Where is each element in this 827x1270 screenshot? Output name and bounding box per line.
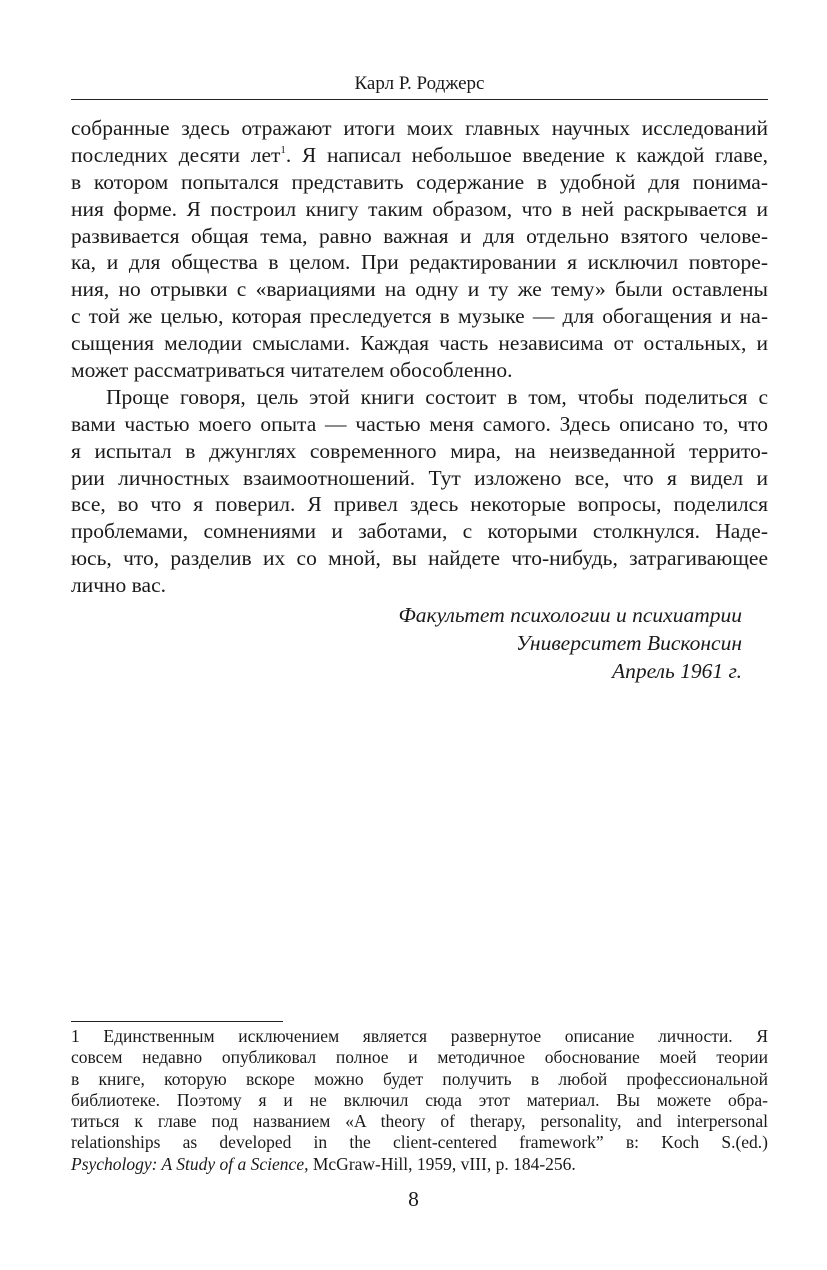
text-line: вами частью моего опыта — частью меня самого. Здесь описано то, что bbox=[71, 411, 768, 436]
text-line: с той же целью, которая преследуется в музыке — для обогащения и на- bbox=[71, 304, 768, 329]
footnote-line: библиотеке. Поэтому я и не включил сюда этот материал. Вы можете обра- bbox=[71, 1089, 768, 1110]
text-line: я испытал в джунглях современного мира, на неизведанной террито- bbox=[71, 438, 768, 463]
footnote-rule bbox=[71, 1021, 283, 1022]
text-line: ка, и для общества в целом. При редактировании я исключил повторе- bbox=[71, 250, 768, 275]
text-line: собранные здесь отражают итоги моих главных научных исследований bbox=[71, 116, 768, 140]
footnote-line: совсем недавно опубликовал полное и методичное обоснование моей теории bbox=[71, 1047, 768, 1068]
footnote-line: 1 Единственным исключением является развернутое описание личности. Я bbox=[71, 1026, 768, 1046]
text-line: проблемами, сомнениями и заботами, с которыми столкнулся. Наде- bbox=[71, 519, 768, 544]
header-rule bbox=[71, 99, 768, 100]
text-fragment: последних десяти лет bbox=[71, 142, 281, 167]
signature-university: Университет Висконсин bbox=[516, 631, 742, 655]
text-line: в котором попытался представить содержание в удобной для понима- bbox=[71, 169, 768, 194]
text-fragment: . Я написал небольшое введение к каждой главе, bbox=[285, 142, 768, 167]
paragraph-2 bbox=[71, 384, 768, 599]
paragraph-1 bbox=[71, 115, 768, 384]
text-line: развивается общая тема, равно важная и для отдельно взятого челове- bbox=[71, 223, 768, 248]
running-title: Карл Р. Роджерс bbox=[354, 73, 485, 94]
text-line: юсь, что, разделив их со мной, вы найдете что-нибудь, затрагивающее bbox=[71, 546, 768, 571]
signature-date: Апрель 1961 г. bbox=[611, 659, 742, 683]
footnote bbox=[71, 1026, 768, 1175]
text-line: Проще говоря, цель этой книги состоит в том, чтобы поделиться с bbox=[106, 384, 768, 409]
footnote-line bbox=[71, 1154, 768, 1175]
signature-department: Факультет психологии и психиатрии bbox=[398, 603, 742, 627]
book-title: Psychology: A Study of a Science, bbox=[71, 1153, 309, 1174]
text-line: рии личностных взаимоотношений. Тут изложено все, что я видел и bbox=[71, 465, 768, 490]
main-text bbox=[71, 115, 768, 599]
text-line: может рассматриваться читателем обособленно. bbox=[71, 358, 513, 383]
page-number: 8 bbox=[408, 1187, 419, 1211]
footnote-line: в книге, которую вскоре можно будет получить в любой профессиональной bbox=[71, 1068, 768, 1089]
text-line: сыщения мелодии смыслами. Каждая часть независима от остальных, и bbox=[71, 331, 768, 356]
footnote-line: relationships as developed in the client-centered framework” в: Koch S.(ed.) bbox=[71, 1132, 768, 1153]
signature-block bbox=[398, 601, 742, 685]
text-line: ния форме. Я построил книгу таким образом, что в ней раскрывается и bbox=[71, 196, 768, 221]
text-line: все, во что я поверил. Я привел здесь некоторые вопросы, поделился bbox=[71, 492, 768, 517]
footnote-marker[interactable]: 1 bbox=[280, 143, 286, 156]
text-line: ния, но отрывки с «вариациями на одну и ту же тему» были оставлены bbox=[71, 277, 768, 302]
citation-details: McGraw-Hill, 1959, vIII, p. 184-256. bbox=[308, 1153, 576, 1174]
footnote-line: титься к главе под названием «A theory of therapy, personality, and interpersonal bbox=[71, 1111, 768, 1132]
text-line: лично вас. bbox=[71, 573, 167, 598]
text-line bbox=[71, 142, 768, 169]
